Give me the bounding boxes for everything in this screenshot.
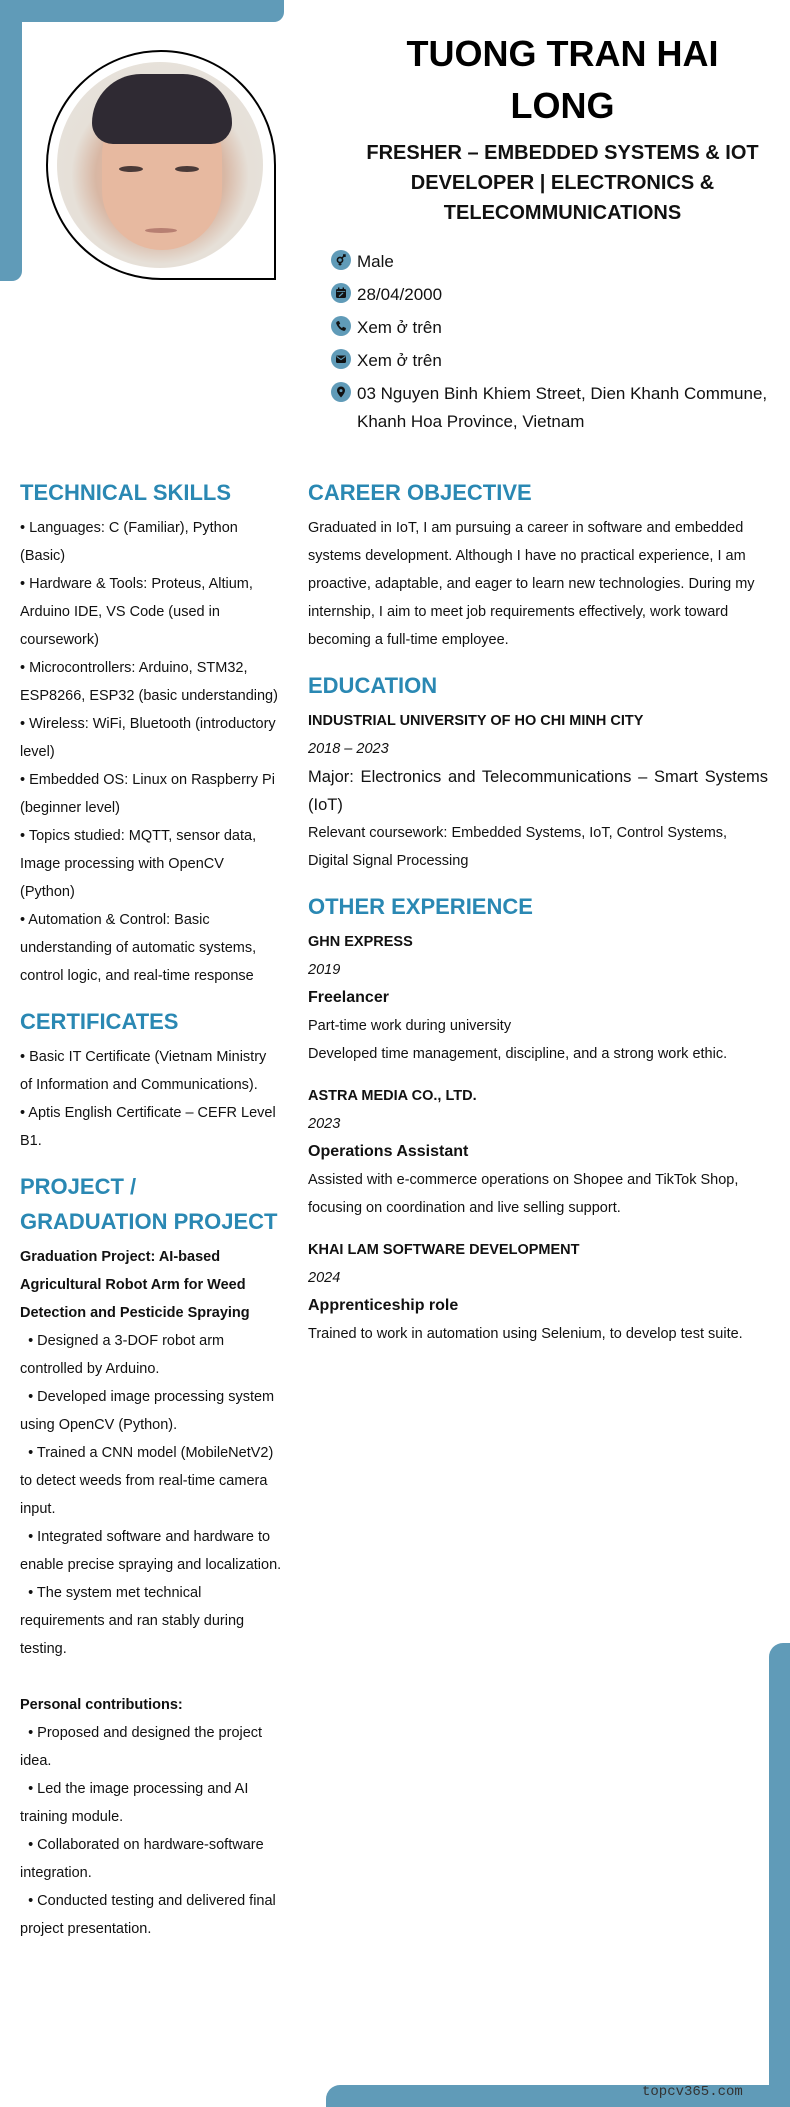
- location-pin-icon: [331, 382, 351, 402]
- contribution-item: • Led the image processing and AI training module.: [20, 1781, 253, 1825]
- project-item: • The system met technical requirements and ran stably during testing.: [20, 1585, 249, 1657]
- certificates-section: [20, 1004, 282, 1155]
- project-name: Graduation Project: AI-based Agricultural Robot Arm for Weed Detection and Pesticide Spraying: [20, 1249, 250, 1321]
- avatar-eye: [119, 166, 143, 172]
- technical-skills-heading: TECHNICAL SKILLS: [20, 480, 232, 505]
- avatar-eye: [175, 166, 199, 172]
- skill-item: • Embedded OS: Linux on Raspberry Pi (beginner level): [20, 772, 275, 816]
- experience-company: KHAI LAM SOFTWARE DEVELOPMENT: [308, 1242, 580, 1258]
- contact-phone-value: Xem ở trên: [357, 318, 442, 337]
- experience-role: Apprenticeship role: [308, 1297, 459, 1314]
- experience-company: ASTRA MEDIA CO., LTD.: [308, 1088, 477, 1104]
- decorative-right-bar: [769, 1643, 790, 2107]
- candidate-name: TUONG TRAN HAI LONG: [406, 33, 719, 126]
- contribution-item: • Collaborated on hardware-software integration.: [20, 1837, 268, 1881]
- spacer: [20, 1663, 282, 1691]
- contact-list: [331, 248, 781, 441]
- skill-item: • Topics studied: MQTT, sensor data, Image processing with OpenCV (Python): [20, 828, 257, 900]
- certificates-heading: CERTIFICATES: [20, 1009, 179, 1034]
- other-experience-section: [308, 889, 768, 1348]
- experience-role: Operations Assistant: [308, 1143, 469, 1160]
- contact-phone: [331, 314, 781, 342]
- experience-line: Developed time management, discipline, and a strong work ethic.: [308, 1046, 728, 1062]
- left-column: [20, 475, 282, 1957]
- contact-email-value: Xem ở trên: [357, 351, 442, 370]
- education-coursework: Relevant coursework: Embedded Systems, IoT, Control Systems, Digital Signal Processing: [308, 825, 728, 869]
- contact-address: [331, 380, 781, 436]
- education-section: [308, 668, 768, 875]
- technical-skills-section: [20, 475, 282, 990]
- certificate-item: • Basic IT Certificate (Vietnam Ministry of Information and Communications).: [20, 1049, 267, 1093]
- contact-birthdate-value: 28/04/2000: [357, 285, 443, 304]
- project-item: • Developed image processing system using OpenCV (Python).: [20, 1389, 279, 1433]
- experience-entry: [308, 1236, 768, 1348]
- experience-entry: [308, 928, 768, 1068]
- contact-email: [331, 347, 781, 375]
- avatar-mouth: [145, 228, 177, 233]
- contact-gender-value: Male: [357, 252, 394, 271]
- experience-year: 2019: [308, 962, 341, 978]
- watermark: topcv365.com: [642, 2084, 743, 2100]
- decorative-left-bar: [0, 0, 22, 281]
- decorative-top-bar: [0, 0, 284, 22]
- contributions-label: Personal contributions:: [20, 1697, 183, 1713]
- candidate-title: FRESHER – EMBEDDED SYSTEMS & IOT DEVELOPER | ELECTRONICS & TELECOMMUNICATIONS: [366, 142, 759, 224]
- project-item: • Integrated software and hardware to enable precise spraying and localization.: [20, 1529, 282, 1573]
- experience-year: 2023: [308, 1116, 341, 1132]
- experience-year: 2024: [308, 1270, 341, 1286]
- experience-company: GHN EXPRESS: [308, 934, 413, 950]
- calendar-icon: [331, 283, 351, 303]
- avatar: [57, 62, 263, 268]
- contribution-item: • Proposed and designed the project idea.: [20, 1725, 267, 1769]
- experience-role: Freelancer: [308, 989, 389, 1006]
- gender-icon: [331, 250, 351, 270]
- project-item: • Designed a 3-DOF robot arm controlled by Arduino.: [20, 1333, 229, 1377]
- experience-line: Part-time work during university: [308, 1018, 512, 1034]
- other-experience-heading: OTHER EXPERIENCE: [308, 894, 533, 919]
- email-icon: [331, 349, 351, 369]
- contact-birthdate: [331, 281, 781, 309]
- school-name: INDUSTRIAL UNIVERSITY OF HO CHI MINH CITY: [308, 713, 644, 729]
- project-heading: PROJECT / GRADUATION PROJECT: [20, 1174, 278, 1234]
- experience-line: Trained to work in automation using Selenium, to develop test suite.: [308, 1326, 743, 1342]
- education-period: 2018 – 2023: [308, 741, 389, 757]
- education-major: Major: Electronics and Telecommunications – Smart Systems (IoT): [308, 768, 768, 814]
- career-objective-heading: CAREER OBJECTIVE: [308, 480, 532, 505]
- cv-header: [360, 28, 765, 228]
- skill-item: • Languages: C (Familiar), Python (Basic): [20, 520, 238, 564]
- experience-line: Assisted with e-commerce operations on Shopee and TikTok Shop, focusing on coordination and live selling support.: [308, 1172, 739, 1216]
- contact-address-value: 03 Nguyen Binh Khiem Street, Dien Khanh Commune, Khanh Hoa Province, Vietnam: [357, 384, 768, 431]
- project-item: • Trained a CNN model (MobileNetV2) to detect weeds from real-time camera input.: [20, 1445, 278, 1517]
- avatar-hair: [92, 74, 232, 144]
- career-objective-section: [308, 475, 768, 654]
- education-heading: EDUCATION: [308, 673, 438, 698]
- project-section: [20, 1169, 282, 1943]
- career-objective-text: Graduated in IoT, I am pursuing a career in software and embedded systems development. Although I have no practical experience, I am proactive, adaptable, and eager to learn new technologies. During my internship, I aim to meet job requirements effectively, work toward becoming a full-time employee.: [308, 520, 755, 648]
- phone-icon: [331, 316, 351, 336]
- skill-item: • Hardware & Tools: Proteus, Altium, Arduino IDE, VS Code (used in coursework): [20, 576, 253, 648]
- skill-item: • Microcontrollers: Arduino, STM32, ESP8266, ESP32 (basic understanding): [20, 660, 278, 704]
- contribution-item: • Conducted testing and delivered final project presentation.: [20, 1893, 280, 1937]
- skill-item: • Wireless: WiFi, Bluetooth (introductory level): [20, 716, 276, 760]
- experience-entry: [308, 1082, 768, 1222]
- skill-item: • Automation & Control: Basic understanding of automatic systems, control logic, and real-time response: [20, 912, 257, 984]
- certificate-item: • Aptis English Certificate – CEFR Level B1.: [20, 1105, 276, 1149]
- contact-gender: [331, 248, 781, 276]
- right-column: [308, 475, 768, 1362]
